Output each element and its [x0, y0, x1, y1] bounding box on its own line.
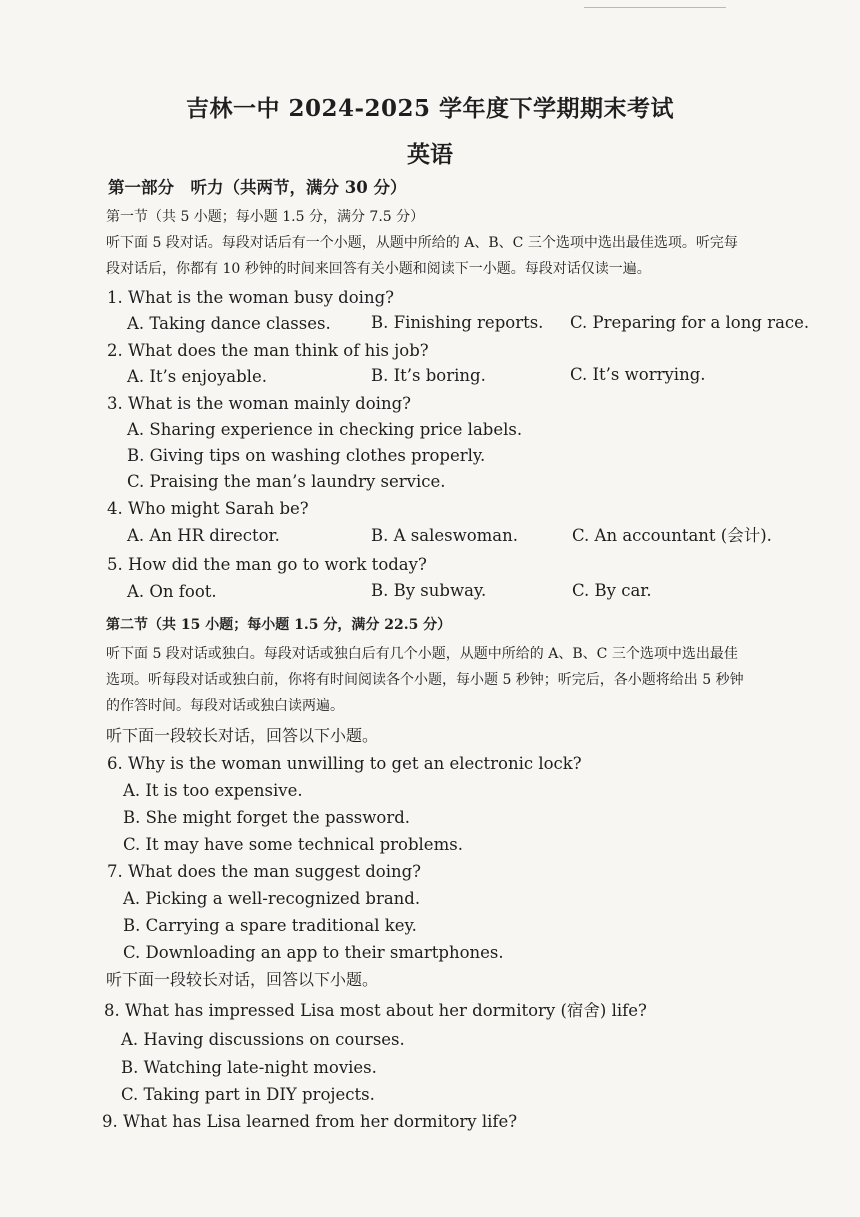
part1-heading: 第一部分 听力（共两节，满分 30 分）	[108, 178, 407, 197]
question-4-option-a: A. An HR director.	[127, 526, 280, 545]
question-3-option-c: C. Praising the man’s laundry service.	[127, 472, 446, 491]
question-7-stem: 7. What does the man suggest doing?	[107, 862, 422, 881]
question-5-option-a: A. On foot.	[127, 582, 217, 601]
section2-heading: 第二节（共 15 小题；每小题 1.5 分，满分 22.5 分）	[106, 617, 452, 633]
question-2-option-b: B. It’s boring.	[371, 366, 486, 385]
exam-title: 吉林一中 2024-2025 学年度下学期期末考试	[185, 95, 675, 122]
question-1-option-b: B. Finishing reports.	[371, 313, 544, 332]
question-8-option-c: C. Taking part in DIY projects.	[121, 1085, 375, 1104]
question-8-option-b: B. Watching late-night movies.	[121, 1058, 377, 1077]
question-3-option-a: A. Sharing experience in checking price labels.	[127, 420, 523, 439]
question-7-option-c: C. Downloading an app to their smartphones.	[123, 943, 504, 962]
section2-prompt-1: 听下面一段较长对话，回答以下小题。	[106, 726, 379, 745]
question-8-stem: 8. What has impressed Lisa most about her dormitory (宿舍) life?	[104, 1001, 647, 1020]
question-5-stem: 5. How did the man go to work today?	[107, 555, 427, 574]
question-2-option-c: C. It’s worrying.	[570, 365, 706, 384]
question-6-option-a: A. It is too expensive.	[123, 781, 303, 800]
question-2-option-a: A. It’s enjoyable.	[127, 367, 267, 386]
section2-prompt-2: 听下面一段较长对话，回答以下小题。	[106, 970, 379, 989]
question-4-stem: 4. Who might Sarah be?	[107, 499, 309, 518]
question-4-option-c: C. An accountant (会计).	[572, 526, 772, 545]
top-rule	[584, 7, 726, 8]
question-4-option-b: B. A saleswoman.	[371, 526, 519, 545]
question-7-option-a: A. Picking a well-recognized brand.	[123, 889, 421, 908]
question-8-option-a: A. Having discussions on courses.	[121, 1030, 405, 1049]
question-2-stem: 2. What does the man think of his job?	[107, 341, 429, 360]
section1-instructions-line1: 听下面 5 段对话。每段对话后有一个小题，从题中所给的 A、B、C 三个选项中选出最佳选项。听完每	[106, 235, 738, 251]
question-6-stem: 6. Why is the woman unwilling to get an electronic lock?	[107, 754, 582, 773]
question-6-option-b: B. She might forget the password.	[123, 808, 411, 827]
question-3-stem: 3. What is the woman mainly doing?	[107, 394, 411, 413]
section1-heading: 第一节（共 5 小题；每小题 1.5 分，满分 7.5 分）	[106, 209, 425, 225]
exam-subject: 英语	[407, 141, 453, 168]
question-7-option-b: B. Carrying a spare traditional key.	[123, 916, 417, 935]
question-9-stem: 9. What has Lisa learned from her dormitory life?	[102, 1112, 518, 1131]
section2-instructions-line3: 的作答时间。每段对话或独白读两遍。	[106, 698, 344, 714]
question-1-option-c: C. Preparing for a long race.	[570, 313, 810, 332]
question-3-option-b: B. Giving tips on washing clothes properly.	[127, 446, 486, 465]
question-5-option-b: B. By subway.	[371, 581, 487, 600]
question-1-option-a: A. Taking dance classes.	[127, 314, 331, 333]
section2-instructions-line1: 听下面 5 段对话或独白。每段对话或独白后有几个小题，从题中所给的 A、B、C 三个选项中选出最佳	[106, 646, 738, 662]
section2-instructions-line2: 选项。听每段对话或独白前，你将有时间阅读各个小题，每小题 5 秒钟；听完后，各小题将给出 5 秒钟	[106, 672, 744, 688]
question-6-option-c: C. It may have some technical problems.	[123, 835, 463, 854]
question-1-stem: 1. What is the woman busy doing?	[107, 288, 394, 307]
question-5-option-c: C. By car.	[572, 581, 652, 600]
section1-instructions-line2: 段对话后，你都有 10 秒钟的时间来回答有关小题和阅读下一小题。每段对话仅读一遍。	[106, 261, 651, 277]
